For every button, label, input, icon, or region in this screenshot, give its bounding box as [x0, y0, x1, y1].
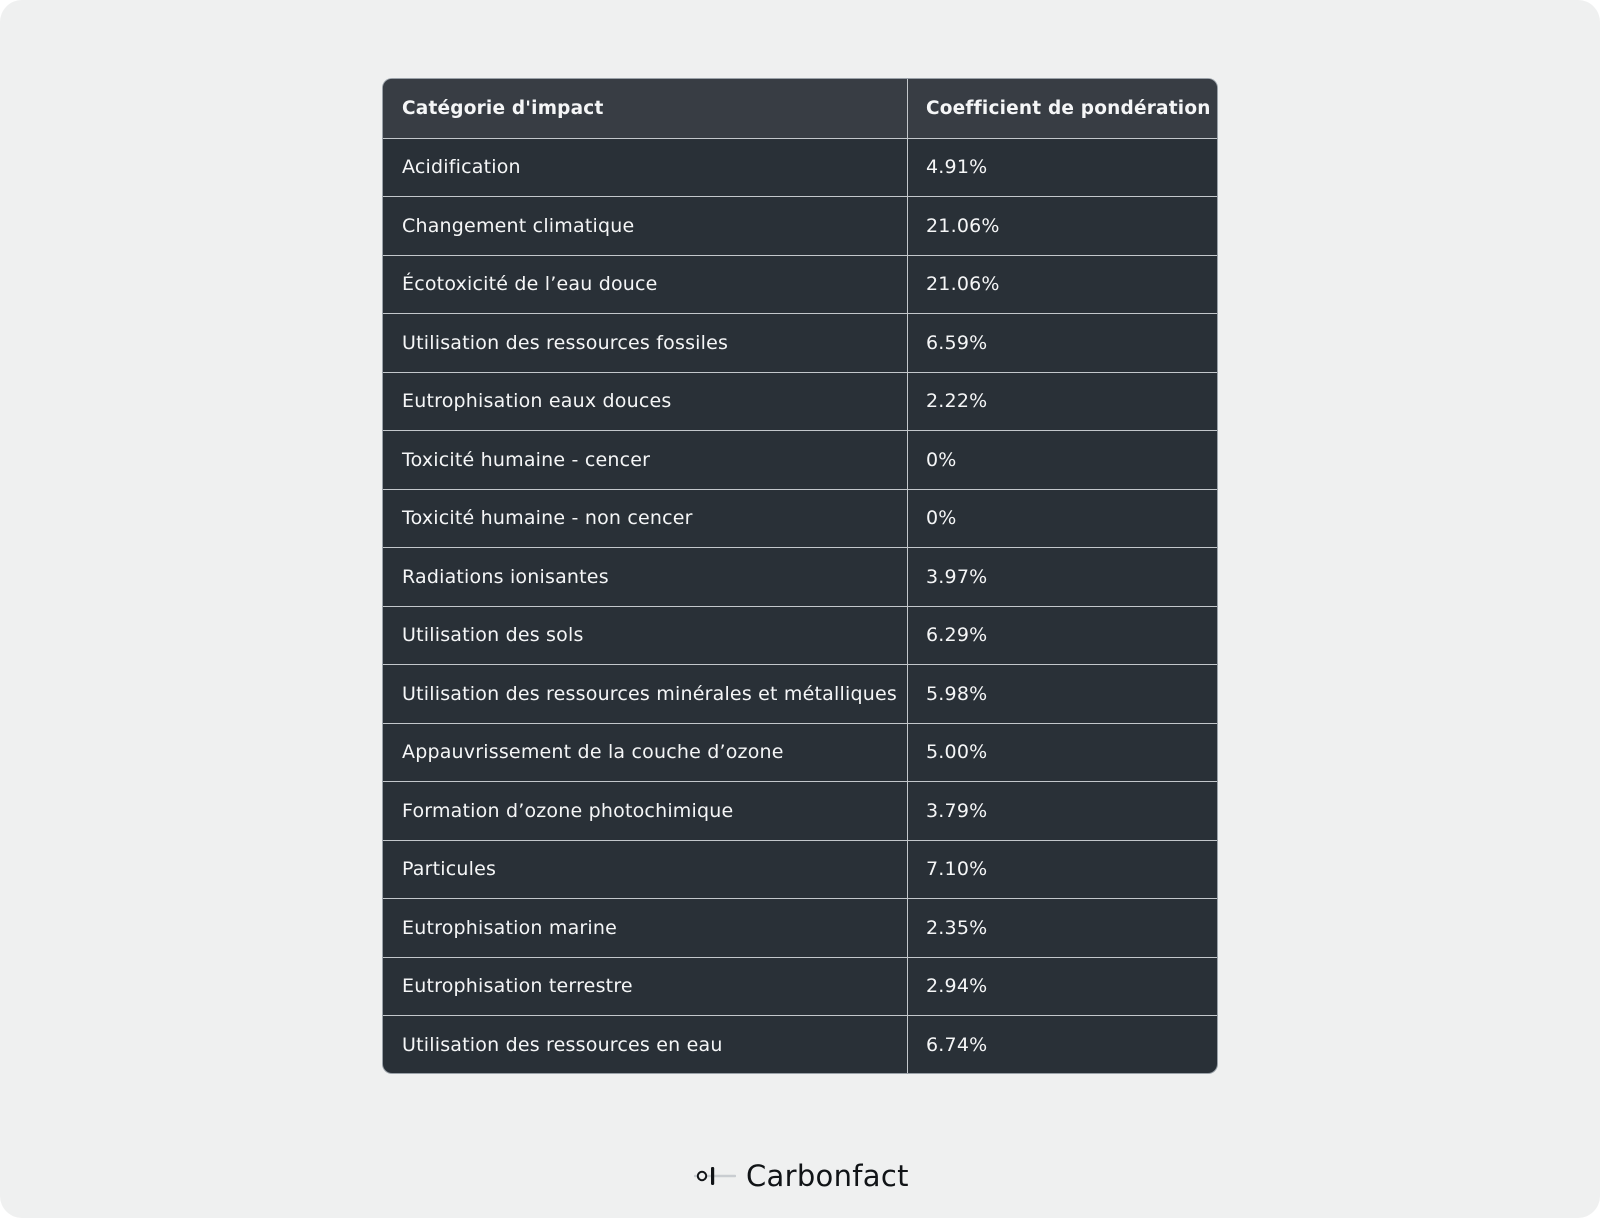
- category-cell: Utilisation des ressources minérales et métalliques: [383, 665, 908, 723]
- table-row: [383, 1015, 1217, 1073]
- category-cell: Formation d’ozone photochimique: [383, 782, 908, 840]
- coefficient-cell: 5.00%: [926, 741, 988, 764]
- category-cell: Toxicité humaine - cencer: [383, 431, 908, 489]
- coefficient-cell: 3.79%: [926, 799, 988, 822]
- coefficient-cell: 2.22%: [926, 390, 988, 413]
- column-header-category: Catégorie d'impact: [383, 79, 908, 138]
- category-cell: Écotoxicité de l’eau douce: [383, 256, 908, 314]
- carbonfact-logo-icon: [694, 1164, 736, 1188]
- table-row: [383, 723, 1217, 782]
- category-cell: Utilisation des sols: [383, 607, 908, 665]
- coefficient-cell: 5.98%: [926, 682, 988, 705]
- coefficient-cell: 21.06%: [926, 273, 1000, 296]
- category-cell: Radiations ionisantes: [383, 548, 908, 606]
- table-row: [383, 606, 1217, 665]
- category-cell: Eutrophisation terrestre: [383, 958, 908, 1016]
- table-header-row: [383, 79, 1217, 138]
- coefficient-cell: 4.91%: [926, 156, 988, 179]
- coefficient-cell: 0%: [926, 507, 957, 530]
- coefficient-cell: 0%: [926, 448, 957, 471]
- column-header-coefficient: Coefficient de pondération: [926, 97, 1211, 119]
- category-cell: Eutrophisation marine: [383, 899, 908, 957]
- table-row: [383, 547, 1217, 606]
- table-row: [383, 898, 1217, 957]
- category-cell: Changement climatique: [383, 197, 908, 255]
- coefficient-cell: 3.97%: [926, 565, 988, 588]
- coefficient-cell: 6.74%: [926, 1033, 988, 1056]
- weighting-table: [383, 79, 1217, 1073]
- category-cell: Appauvrissement de la couche d’ozone: [383, 724, 908, 782]
- table-row: [383, 840, 1217, 899]
- coefficient-cell: 6.29%: [926, 624, 988, 647]
- coefficient-cell: 7.10%: [926, 858, 988, 881]
- category-cell: Toxicité humaine - non cencer: [383, 490, 908, 548]
- category-cell: Utilisation des ressources fossiles: [383, 314, 908, 372]
- category-cell: Particules: [383, 841, 908, 899]
- coefficient-cell: 2.35%: [926, 916, 988, 939]
- table-row: [383, 957, 1217, 1016]
- brand-name: Carbonfact: [746, 1159, 909, 1193]
- category-cell: Utilisation des ressources en eau: [383, 1016, 908, 1073]
- table-row: [383, 255, 1217, 314]
- table-row: [383, 372, 1217, 431]
- table-row: [383, 196, 1217, 255]
- coefficient-cell: 2.94%: [926, 975, 988, 998]
- category-cell: Acidification: [383, 139, 908, 197]
- table-row: [383, 781, 1217, 840]
- table-row: [383, 313, 1217, 372]
- table-row: [383, 664, 1217, 723]
- table-row: [383, 138, 1217, 197]
- coefficient-cell: 6.59%: [926, 331, 988, 354]
- table-row: [383, 430, 1217, 489]
- table-row: [383, 489, 1217, 548]
- category-cell: Eutrophisation eaux douces: [383, 373, 908, 431]
- brand-footer: [694, 1156, 909, 1196]
- coefficient-cell: 21.06%: [926, 214, 1000, 237]
